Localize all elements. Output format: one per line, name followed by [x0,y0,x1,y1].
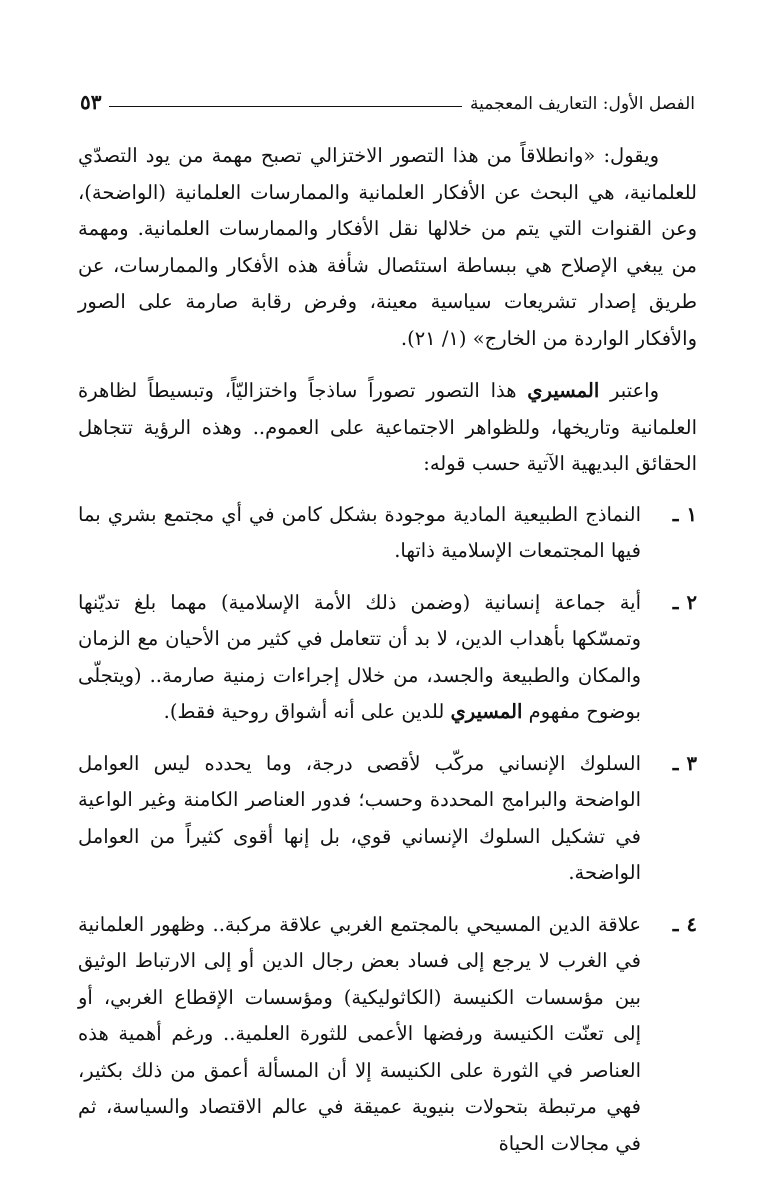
item-dash: ـ [672,751,679,775]
item-marker [645,907,697,944]
item-text: علاقة الدين المسيحي بالمجتمع الغربي علاقة مركبة.. وظهور العلمانية في الغرب لا يرجع إلى فساد بعض رجال الدين أو إلى الارتباط الوثيق بين مؤسسات الكنيسة (الكاثوليكية) ومؤسسات الإقطاع الغربي، أو إلى تعنّت الكنيسة ورفضها الأعمى للثورة العلمية.. ورغم أهمية هذه العناصر في الثورة على الكنيسة إلا أن المسألة أعمق من ذلك بكثير، فهي مرتبطة بتحولات بنيوية عميقة في عالم الاقتصاد والسياسة، ثم في مجالات الحياة [78,912,641,1155]
list-item-4 [78,907,697,1163]
item-text: النماذج الطبيعية المادية موجودة بشكل كامن في أي مجتمع بشري بما فيها المجتمعات الإسلامية ذاتها. [78,502,641,562]
running-header [80,82,695,114]
paragraph-intro [78,373,697,483]
item-marker [645,497,697,534]
item-number: ٢ [686,590,697,614]
item-number: ٣ [686,751,697,775]
para2-rest: هذا التصور تصوراً ساذجاً واختزاليّاً، وتبسيطاً لظاهرة العلمانية وتاريخها، وللظواهر الاجتماعية على العموم.. وهذه الرؤية تتجاهل الحقائق البديهية الآتية حسب قوله: [78,379,697,475]
item-text: السلوك الإنساني مركّب لأقصى درجة، وما يحدده ليس العوامل الواضحة والبرامج المحددة وحسب؛ فدور العناصر الكامنة وغير الواعية في تشكيل السلوك الإنساني قوي، بل إنها أقوى كثيراً من العوامل الواضحة. [78,751,641,884]
list-item-2 [78,585,697,731]
list-item-1 [78,497,697,570]
chapter-title: الفصل الأول: التعاريف المعجمية [470,94,695,114]
item-marker [645,746,697,783]
item-text-part-a: أية جماعة إنسانية (وضمن ذلك الأمة الإسلامية) مهما بلغ تديّنها وتمسّكها بأهداب الدين، لا بد أن تتعامل في كثير من الأحيان مع الزمان والمكان والطبيعة والجسد، من خلال إجراءات زمنية صارمة.. (ويتجلّى بوضوح مفهوم [78,590,641,723]
list-item-3 [78,746,697,892]
item-text-part-b: للدين على أنه أشواق روحية فقط). [163,700,445,723]
page-number: ٥٣ [80,90,102,114]
author-name: المسيري [527,379,600,402]
item-number: ١ [686,502,697,526]
para2-start: واعتبر [610,379,660,402]
item-dash: ـ [672,502,679,526]
author-name: المسيري [450,700,523,723]
header-rule [109,106,462,107]
item-dash: ـ [672,590,679,614]
item-dash: ـ [672,912,679,936]
item-marker [645,585,697,622]
paragraph-quote: ويقول: «وانطلاقاً من هذا التصور الاختزالي تصبح مهمة من يود التصدّي للعلمانية، هي البحث عن الأفكار العلمانية والممارسات العلمانية (الواضحة)، وعن القنوات التي يتم من خلالها نقل الأفكار والممارسات العلمانية. ومهمة من يبغي الإصلاح هي ببساطة استئصال شأفة هذه الأفكار والممارسات، عن طريق إصدار تشريعات سياسية معينة، وفرض رقابة صارمة على الصور والأفكار الواردة من الخارج» (١/ ٢١). [78,144,697,350]
item-number: ٤ [686,912,697,936]
page-body [78,138,697,1177]
